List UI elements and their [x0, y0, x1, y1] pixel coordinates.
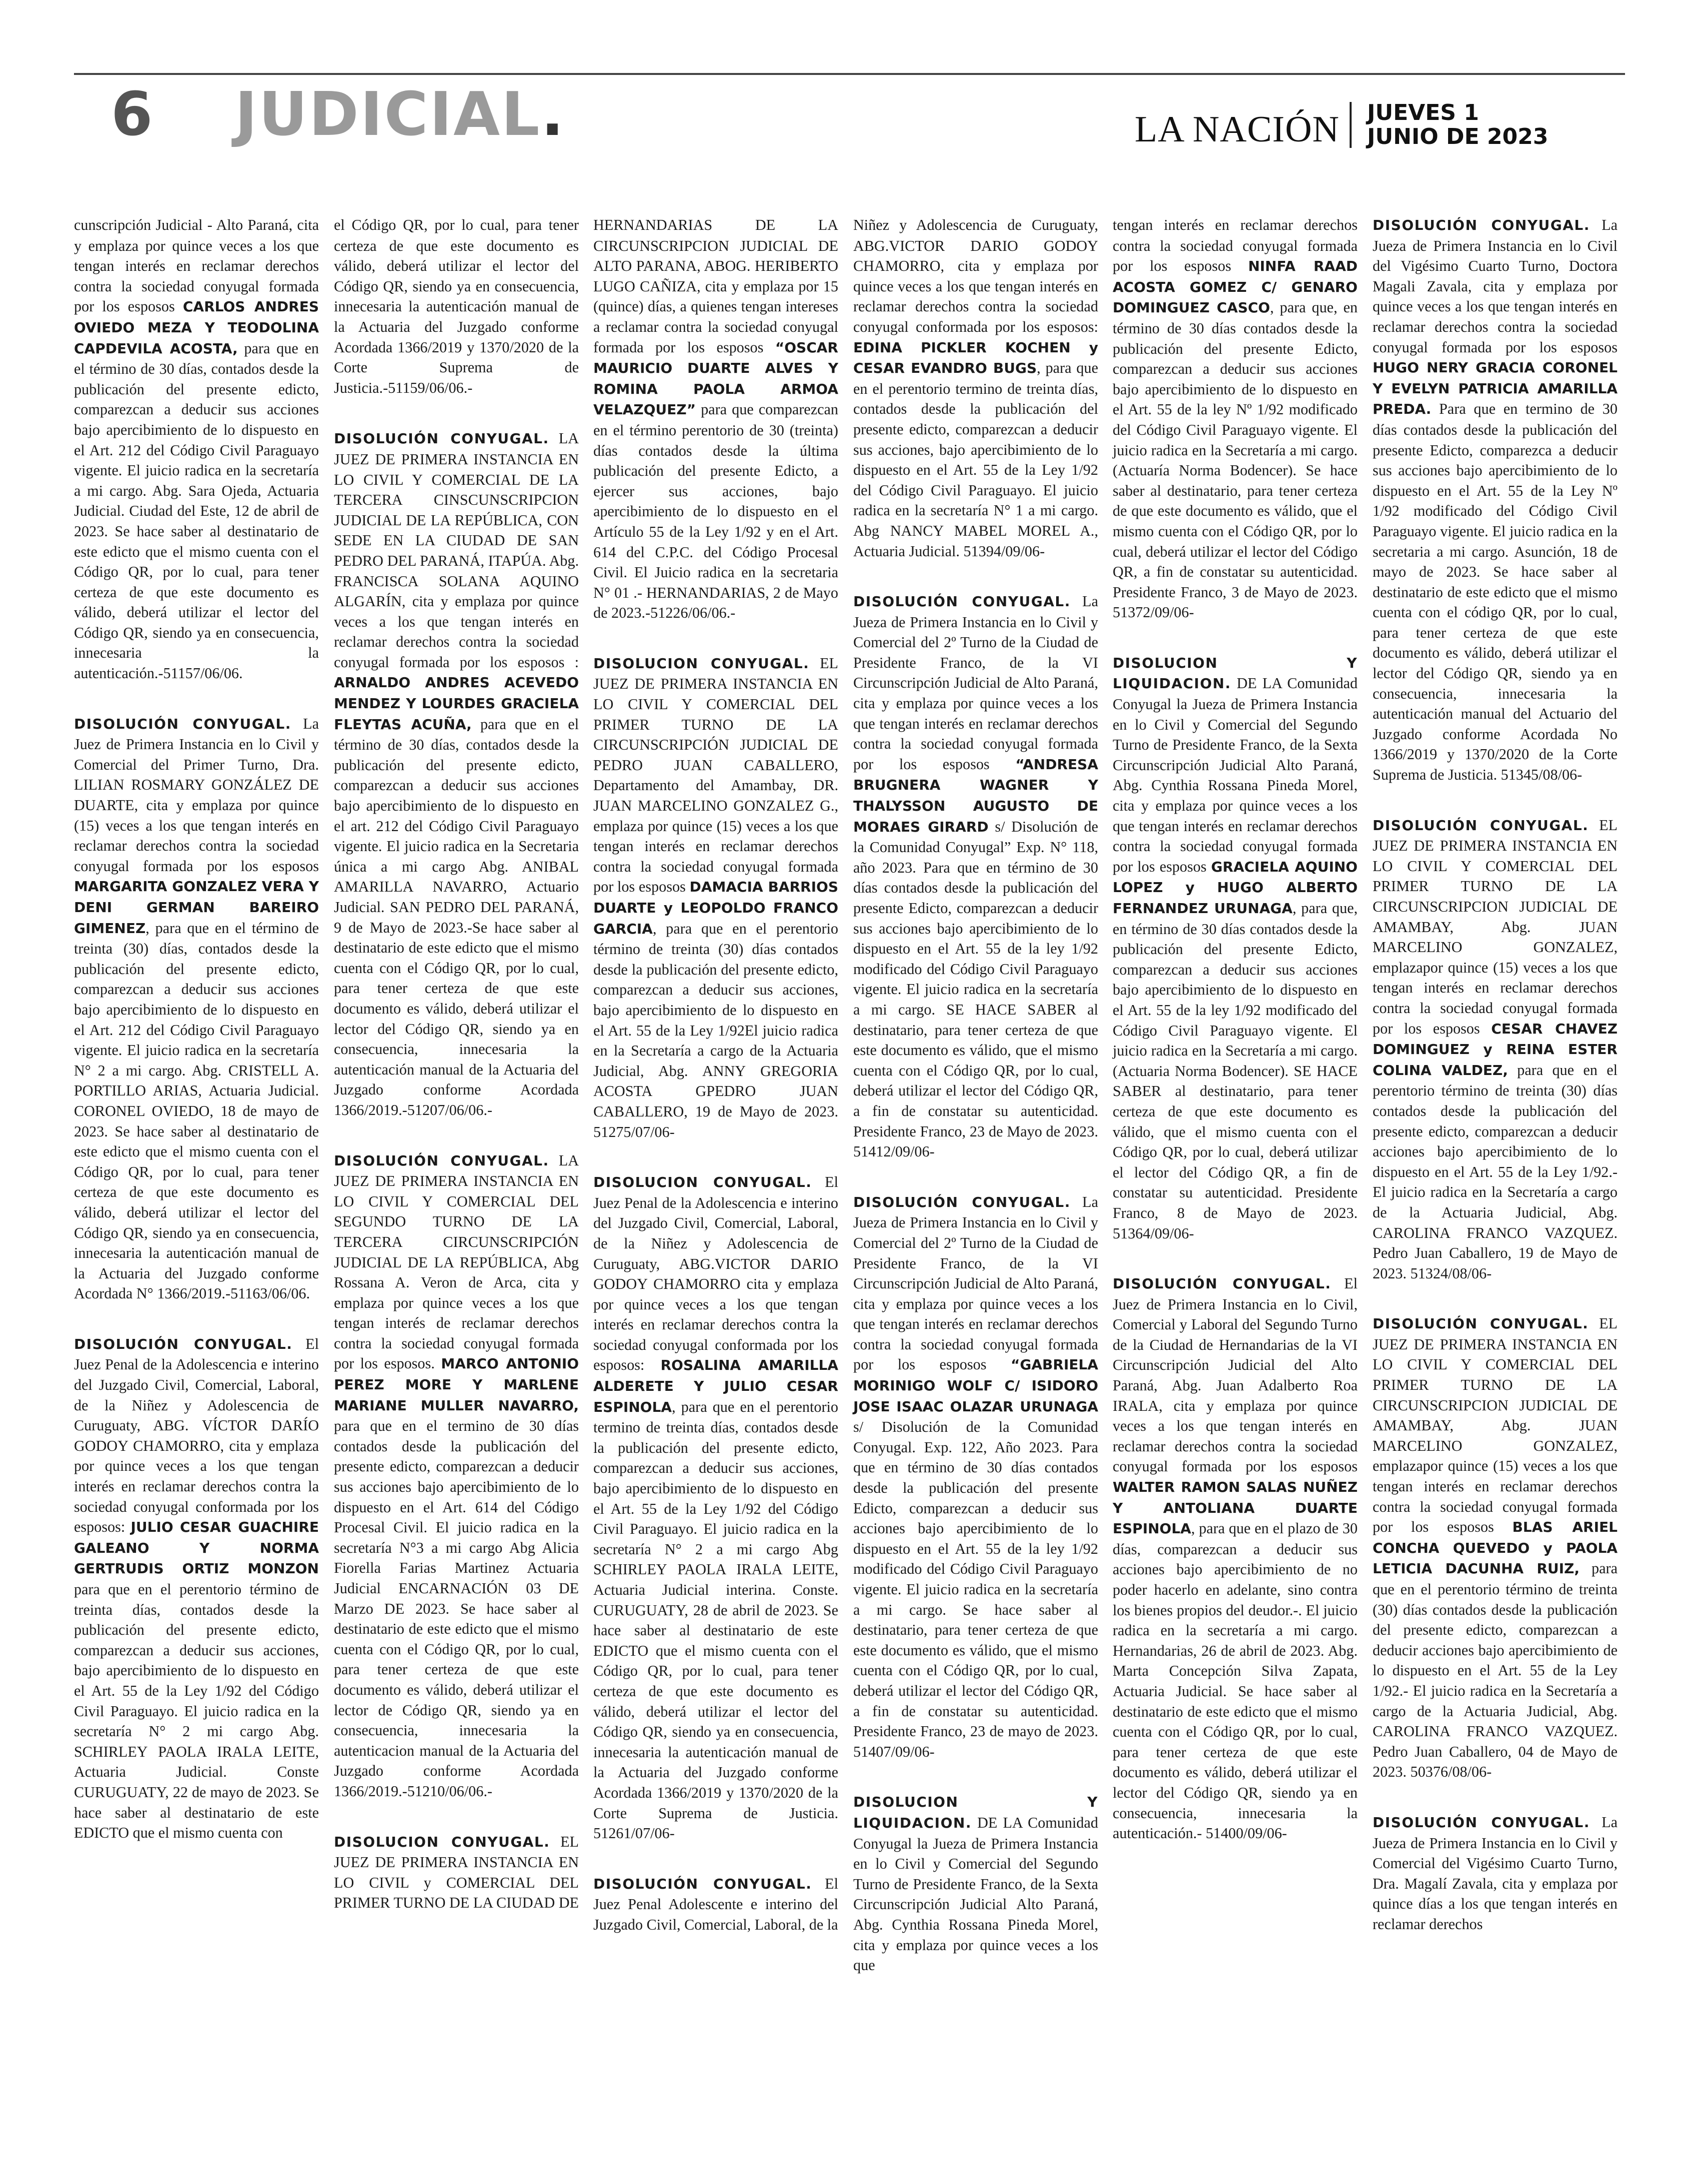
notice-names: GRACIELA AQUINO LOPEZ y HUGO ALBERTO FERNANDEZ URUNAGA: [1113, 858, 1358, 917]
page-number: 6: [111, 80, 153, 149]
notice-text: LA JUEZ DE PRIMERA INSTANCIA EN LO CIVIL Y COMERCIAL DE LA TERCERA CINSCUNSCRIPCION JUDICIAL DE LA REPÚBLICA, CON SEDE EN LA CIUDAD DE SAN PEDRO DEL PARANÁ, ITAPÚA. Abg. FRANCISCA SOLANA AQUINO ALGARÍN, cita y emplaza por quince veces a los que tengan interés en reclamar derechos contra la sociedad conyugal formada por los esposos :: [334, 430, 579, 671]
notice-text: EL JUEZ DE PRIMERA INSTANCIA EN LO CIVIL y COMERCIAL DEL PRIMER TURNO DE LA CIUDAD DE: [334, 1833, 579, 1912]
notice-text: DE LA Comunidad Conyugal la Jueza de Primera Instancia en lo Civil y Comercial del Segundo Turno de Presidente Franco, de la Sexta Circunscripción Judicial Alto Paraná, Abg. Cynthia Rossana Pineda Morel, cita y emplaza por quince veces a los que: [853, 1814, 1098, 1974]
notice-names: CESAR CHAVEZ DOMINGUEZ y REINA ESTER COLINA VALDEZ,: [1373, 1020, 1618, 1079]
notice-heading: DISOLUCION Y LIQUIDACION.: [853, 1794, 1098, 1831]
legal-notice: [1113, 215, 1358, 623]
notice-text: La Jueza de Primera Instancia en lo Civil del Vigésimo Cuarto Turno, Doctora Magali Zavala, cita y emplaza por quince veces a los que tengan interés en reclamar derechos contra la sociedad conyugal formada por los esposos: [1373, 216, 1618, 356]
notice-heading: DISOLUCIÓN CONYUGAL.: [1113, 1275, 1332, 1292]
notice-heading: DISOLUCIÓN CONYUGAL.: [334, 430, 549, 447]
notice-names: HUGO NERY GRACIA CORONEL Y EVELYN PATRICIA AMARILLA PREDA.: [1373, 359, 1618, 418]
notice-text: EL JUEZ DE PRIMERA INSTANCIA EN LO CIVIL Y COMERCIAL DEL PRIMER TURNO DE LA CIRCUNSCRIPCIÓN JUDICIAL DE PEDRO JUAN CABALLERO, Departamento del Amambay, DR. JUAN MARCELINO GONZALEZ G., emplaza por quince (15) veces a los que tengan interés en reclamar derechos contra la sociedad conyugal formada por los esposos: [593, 654, 838, 896]
legal-notice: [1373, 1313, 1618, 1782]
notice-names: MARCO ANTONIO PEREZ MORE Y MARLENE MARIANE MULLER NAVARRO,: [334, 1355, 579, 1414]
column-2: [334, 215, 579, 1944]
notice-names: JULIO CESAR GUACHIRE GALEANO Y NORMA GERTRUDIS ORTIZ MONZON: [74, 1519, 319, 1577]
notice-text: El Juez Penal de la Adolescencia e interino del Juzgado Civil, Comercial, Laboral, de la Niñez y Adolescencia de Curuguaty, ABG. VÍCTOR DARÍO GODOY CHAMORRO, cita y emplaza por quince veces a los que tengan interés en reclamar derechos contra la sociedad conyugal conformada por los esposos:: [74, 1335, 319, 1536]
notice-names: DAMACIA BARRIOS DUARTE y LEOPOLDO FRANCO GARCIA: [593, 879, 838, 937]
legal-notice: [593, 1874, 838, 1936]
legal-notice: [334, 428, 579, 1120]
legal-notice: [853, 215, 1098, 561]
notice-heading: DISOLUCION CONYUGAL.: [593, 655, 810, 672]
notice-text-end: , para que en el perentorio termino de treinta días, contados desde la publicación del presente edicto, comparezcan a deducir sus acciones, bajo apercibimiento de lo dispuesto en el Art. 55 de la Ley 1/92 del Código Civil Paraguayo. El juicio radica en la secretaría N° 1 a mi cargo. Abg NANCY MABEL MOREL A., Actuaria Judicial. 51394/09/06-: [853, 359, 1099, 560]
notice-names: BLAS ARIEL CONCHA QUEVEDO y PAOLA LETICIA DACUNHA RUIZ,: [1373, 1519, 1618, 1577]
notice-text: La Jueza de Primera Instancia en lo Civil y Comercial del 2º Turno de la Ciudad de Presidente Franco, de la VI Circunscripción Judicial de Alto Paraná, cita y emplaza por quince veces a los que tengan interés en reclamar derechos contra la sociedad conyugal formada por los esposos: [853, 593, 1099, 773]
legal-notice: [853, 1792, 1098, 1976]
column-5: [1113, 215, 1358, 1874]
notice-text: DE LA Comunidad Conyugal la Jueza de Primera Instancia en lo Civil y Comercial del Segundo Turno de Presidente Franco, de la Sexta Circunscripción Judicial Alto Paraná, Abg. Cynthia Rossana Pineda Morel, cita y emplaza por quince veces a los que tengan interés en reclamar derechos contra la sociedad conyugal formada por los esposos: [1113, 675, 1358, 875]
notice-heading: DISOLUCIÓN CONYUGAL.: [1373, 1315, 1589, 1332]
notice-heading: DISOLUCION Y LIQUIDACION.: [1113, 654, 1358, 692]
notice-names: “ANDRESA BRUGNERA WAGNER Y THALYSSON AUGUSTO DE MORAES GIRARD: [853, 756, 1098, 835]
notice-names: “OSCAR MAURICIO DUARTE ALVES Y ROMINA PAOLA ARMOA VELAZQUEZ”: [593, 339, 838, 418]
notice-heading: DISOLUCION CONYUGAL.: [334, 1833, 550, 1850]
notice-text-end: Para que en termino de 30 días contados desde la publicación del presente Edicto, comparezca a deducir sus acciones bajo apercibimiento de lo dispuesto en el Art. 55 de la Ley Nº 1/92 modificado del Código Civil Paraguayo vigente. El juicio radica en la secretaria a mi cargo. Asunción, 18 de mayo de 2023. Se hace saber al destinatario de este edicto que el mismo cuenta con el código QR, por lo cual, para tener certeza de que este documento es válido, deberá utilizar el lector del Código QR, siendo ya en consecuencia, innecesaria la autenticación manual del Actuario del Juzgado conforme Acordada No 1366/2019 y 1370/2020 de la Corte Suprema de Justicia. 51345/08/06-: [1373, 400, 1618, 784]
issue-month-year: JUNIO DE 2023: [1367, 123, 1549, 149]
notice-text-end: s/ Disolución de la Comunidad Conyugal. Exp. 122, Año 2023. Para que en término de 30 días contados desde la publicación del presente Edicto, comparezcan a deducir sus acciones bajo apercibimiento de lo dispuesto en el Art. 55 de la ley 1/92 modificado del Código Civil Paraguayo vigente. El juicio radica en la secretaría a mi cargo. Se hace saber al destinatario, para tener certeza de que este documento es válido, que el mismo cuenta con el Código QR, por lo cual, deberá utilizar el lector del Código QR, a fin de constatar su autenticidad. Presidente Franco, 23 de mayo de 2023. 51407/09/06-: [853, 1418, 1098, 1760]
legal-notice: [334, 1150, 579, 1802]
notice-heading: DISOLUCIÓN CONYUGAL.: [853, 593, 1071, 610]
notice-text: La Jueza de Primera Instancia en lo Civil y Comercial del 2º Turno de la Ciudad de Presidente Franco, de la VI Circunscripción Judicial de Alto Paraná, cita y emplaza por quince veces a los que tengan interés en reclamar derechos contra la sociedad conyugal formada por los esposos: [853, 1193, 1099, 1373]
notice-heading: DISOLUCIÓN CONYUGAL.: [1373, 217, 1590, 233]
notice-names: NINFA RAAD ACOSTA GOMEZ C/ GENARO DOMINGUEZ CASCO: [1113, 258, 1358, 316]
legal-notice: [593, 1172, 838, 1844]
notice-text: cunscripción Judicial - Alto Paraná, cita y emplaza por quince veces a los que tengan interés en reclamar derechos contra la sociedad conyugal formada por los esposos: [74, 216, 319, 315]
notice-text: el Código QR, por lo cual, para tener certeza de que este documento es válido, deberá utilizar el lector del Código QR, siendo ya en consecuencia, innecesaria la autenticación manual de la Actuaria del Juzgado conforme Acordada 1366/2019 y 1370/2020 de la Corte Suprema de Justicia.-51159/06/06.-: [334, 216, 579, 396]
legal-notice: [334, 1832, 579, 1914]
notice-heading: DISOLUCIÓN CONYUGAL.: [593, 1875, 812, 1892]
notice-heading: DISOLUCIÓN CONYUGAL.: [853, 1193, 1071, 1210]
legal-notice: [1113, 653, 1358, 1243]
notice-text-end: , para que, en término de 30 días contados desde la publicación del presente Edicto, comparezcan a deducir sus acciones bajo apercibimiento de lo dispuesto en el Art. 55 de la ley 1/92 modificado del Código Civil Paraguayo vigente. El juicio radica en la Secretaría a mi cargo. (Actuaria Norma Bodencer). SE HACE SABER al destinatario, para tener certeza de que este documento es válido, que el mismo cuenta con el Código QR, por lo cual, deberá utilizar el lector del Código QR, a fin de constatar su autenticidad. Presidente Franco, 8 de Mayo de 2023. 51364/09/06-: [1113, 900, 1358, 1242]
section-dot: .: [541, 80, 565, 149]
notice-text: Niñez y Adolescencia de Curuguaty, ABG.VICTOR DARIO GODOY CHAMORRO, cita y emplaza por quince veces a los que tengan interés en reclamar derechos contra la sociedad conyugal conformada por los esposos:: [853, 216, 1098, 335]
notice-text: HERNANDARIAS DE LA CIRCUNSCRIPCION JUDICIAL DE ALTO PARANA, ABOG. HERIBERTO LUGO CAÑIZA, cita y emplaza por 15 (quince) días, a quienes tengan intereses a reclamar contra la sociedad conyugal formada por los esposos: [593, 216, 838, 356]
notice-text-end: para que en el perentorio término de treinta días, contados desde la publicación del presente edicto, comparezcan a deducir sus acciones, bajo apercibimiento de lo dispuesto en el Art. 55 de la Ley 1/92 del Código Civil Paraguayo. El juicio radica en la secretaría N° 2 mi cargo Abg. SCHIRLEY PAOLA IRALA LEITE, Actuaria Judicial. Conste CURUGUATY, 22 de mayo de 2023. Se hace saber al destinatario de este EDICTO que el mismo cuenta con: [74, 1581, 319, 1842]
notice-names: ARNALDO ANDRES ACEVEDO MENDEZ Y LOURDES GRACIELA FLEYTAS ACUÑA,: [334, 674, 579, 733]
column-3: [593, 215, 838, 1966]
notice-text-end: para que en el perentorio término de treinta (30) días contados desde la publicación del presente edicto, comparezcan a deducir acciones bajo apercibimiento de lo dispuesto en el Art. 55 de la Ley 1/92.- El juicio radica en la Secretaría a cargo de la Actuaria Judicial, Abg. CAROLINA FRANCO VAZQUEZ. Pedro Juan Caballero, 04 de Mayo de 2023. 50376/08/06-: [1373, 1560, 1618, 1781]
notice-names: MARGARITA GONZALEZ VERA Y DENI GERMAN BAREIRO GIMENEZ: [74, 878, 319, 937]
notice-text: El Juez Penal Adolescente e interino del Juzgado Civil, Comercial, Laboral, de la: [593, 1875, 838, 1933]
notice-names: WALTER RAMON SALAS NUÑEZ Y ANTOLIANA DUARTE ESPINOLA: [1113, 1479, 1358, 1537]
notice-text: EL JUEZ DE PRIMERA INSTANCIA EN LO CIVIL Y COMERCIAL DEL PRIMER TURNO DE LA CIRCUNSCRIPCION JUDICIAL DE AMAMBAY, Abg. JUAN MARCELINO GONZALEZ, emplazapor quince (15) veces a los que tengan interés en reclamar derechos contra la sociedad conyugal formada por los esposos: [1373, 1315, 1618, 1536]
column-6: [1373, 215, 1618, 1965]
notice-heading: DISOLUCIÓN CONYUGAL.: [1373, 1814, 1590, 1831]
legal-notice: [853, 1192, 1098, 1762]
notice-names: ROSALINA AMARILLA ALDERETE Y JULIO CESAR ESPINOLA: [593, 1357, 838, 1415]
newspaper-logo: LA NACIÓN: [1135, 109, 1340, 150]
notice-text: El Juez de Primera Instancia en lo Civil, Comercial y Laboral del Segundo Turno de la Ciudad de Hernandarias de la VI Circunscripción Judicial del Alto Paraná, Abg. Juan Adalberto Roa IRALA, cita y emplaza por quince veces a los que tengan interés en reclamar derechos contra la sociedad conyugal formada por los esposos: [1113, 1275, 1358, 1475]
notice-text-end: para que en el termino de 30 días contados desde la publicación del presente edicto, comparezcan a deducir sus acciones bajo apercibimiento de lo dispuesto en el Art. 614 del Código Procesal Civil. El juicio radica en la secretaría N°3 a mi cargo Abg Alicia Fiorella Farias Martinez Actuaria Judicial ENCARNACIÓN 03 DE Marzo DE 2023. Se hace saber al destinatario de este edicto que el mismo cuenta con el Código QR, por lo cual, para tener certeza de que este documento es válido, deberá utilizar el lector de Código QR, siendo ya en consecuencia, innecesaria la autenticacion manual de la Actuaria del Juzgado conforme Acordada 1366/2019.-51210/06/06.-: [334, 1417, 579, 1800]
legal-notice: [1373, 815, 1618, 1284]
legal-notice: [853, 591, 1098, 1162]
notice-heading: DISOLUCIÓN CONYUGAL.: [334, 1152, 549, 1169]
notice-text: EL JUEZ DE PRIMERA INSTANCIA EN LO CIVIL Y COMERCIAL DEL PRIMER TURNO DE LA CIRCUNSCRIPCION JUDICIAL DE AMAMBAY, Abg. JUAN MARCELINO GONZALEZ, emplazapor quince (15) veces a los que tengan interés en reclamar derechos contra la sociedad conyugal formada por los esposos: [1373, 816, 1618, 1037]
header-divider: [1350, 102, 1352, 148]
legal-notice: [1113, 1273, 1358, 1844]
notice-text-end: , para que en el plazo de 30 días, comparezcan a deducir sus acciones bajo apercibimiento de no poder hacerlo en adelante, sino contra los bienes propios del deudor.-. El juicio radica en la secretaría a mi cargo. Hernandarias, 26 de abril de 2023. Abg. Marta Concepción Silva Zapata, Actuaria Judicial. Se hace saber al destinatario de este edicto que el mismo cuenta con el Código QR, por lo cual, para tener certeza de que este documento es válido, deberá utilizar el lector del Código QR, siendo ya en consecuencia, innecesaria la autenticación.- 51400/09/06-: [1113, 1520, 1358, 1842]
notice-text-end: , para que en el término de treinta (30) días, contados desde la publicación del presente edicto, comparezcan a deducir sus acciones bajo apercibimiento de lo dispuesto en el Art. 212 del Código Civil Paraguayo vigente. El juicio radica en la secretaría N° 2 a mi cargo. Abg. CRISTELL A. PORTILLO ARIAS, Actuaria Judicial. CORONEL OVIEDO, 18 de mayo de 2023. Se hace saber al destinatario de este edicto que el mismo cuenta con el Código QR, por lo cual, para tener certeza de que este documento es válido, deberá utilizar el lector del Código QR, siendo ya en consecuencia, innecesaria la autenticación manual de la Actuaria del Juzgado conforme Acordada N° 1366/2019.-51163/06/06.: [74, 919, 319, 1302]
header-rule: [74, 73, 1625, 75]
legal-notice: [1373, 1812, 1618, 1935]
notice-text: tengan interés en reclamar derechos contra la sociedad conyugal formada por los esposos: [1113, 216, 1358, 275]
section-title: [235, 80, 565, 149]
notice-text-end: para que en el término de 30 días, contados desde la publicación del presente edicto, comparezcan a deducir sus acciones bajo apercibimiento de lo dispuesto en el art. 212 del Código Civil Paraguayo vigente. El juicio radica en la Secretaria única a mi cargo Abg. ANIBAL AMARILLA NAVARRO, Actuario Judicial. SAN PEDRO DEL PARANÁ, 9 de Mayo de 2023.-Se hace saber al destinatario de este edicto que el mismo cuenta con el Código QR, por lo cual, para tener certeza de que este documento es válido, deberá utilizar el lector del Código QR, siendo ya en consecuencia, innecesaria la autenticación manual de la Actuaria del Juzgado conforme Acordada 1366/2019.-51207/06/06.-: [334, 715, 579, 1118]
notice-heading: DISOLUCIÓN CONYUGAL.: [74, 1335, 293, 1352]
notice-text-end: para que en el perentorio término de treinta (30) días contados desde la publicación del presente edicto, comparezcan a deducir acciones bajo apercibimiento de lo dispuesto en el Art. 55 de la Ley 1/92.- El juicio radica en la Secretaría a cargo de la Actuaria Judicial, Abg. CAROLINA FRANCO VAZQUEZ. Pedro Juan Caballero, 19 de Mayo de 2023. 51324/08/06-: [1373, 1061, 1618, 1282]
notice-heading: DISOLUCIÓN CONYUGAL.: [1373, 817, 1589, 834]
notice-text: La Juez de Primera Instancia en lo Civil y Comercial del Primer Turno, Dra. LILIAN ROSMARY GONZÁLEZ DE DUARTE, cita y emplaza por quince (15) veces a los que tengan interés en reclamar derechos contra la sociedad conyugal formada por los esposos: [74, 715, 319, 875]
notice-names: EDINA PICKLER KOCHEN y CESAR EVANDRO BUGS: [853, 339, 1098, 377]
legal-notice: [74, 215, 319, 684]
notice-text-end: para que en el término de 30 días, contados desde la publicación del presente edicto, comparezcan a deducir sus acciones bajo apercibimiento de lo dispuesto en el Art. 212 del Código Civil Paraguayo vigente. El juicio radica en la secretaría a mi cargo. Abg. Sara Ojeda, Actuaria Judicial. Ciudad del Este, 12 de abril de 2023. Se hace saber al destinatario de este edicto que el mismo cuenta con el Código QR, por lo cual, para tener certeza de que este documento es válido, deberá utilizar el lector del Código QR, siendo ya en consecuencia, innecesaria la autenticación.-51157/06/06.: [74, 339, 319, 682]
legal-notice: [334, 215, 579, 398]
issue-date: [1367, 101, 1548, 148]
notice-names: “GABRIELA MORINIGO WOLF C/ ISIDORO JOSE ISAAC OLAZAR URUNAGA: [853, 1356, 1098, 1415]
notice-text: LA JUEZ DE PRIMERA INSTANCIA EN LO CIVIL Y COMERCIAL DEL SEGUNDO TURNO DE LA TERCERA CIRCUNSCRIPCIÓN JUDICIAL DE LA REPÚBLICA, Abg Rossana A. Veron de Arca, cita y emplaza por quince veces a los que tengan interés de reclamar derechos contra la sociedad conyugal formada por los esposos.: [334, 1151, 579, 1372]
column-1: [74, 215, 319, 1873]
legal-notice: [593, 653, 838, 1142]
legal-notice: [74, 714, 319, 1304]
notice-names: CARLOS ANDRES OVIEDO MEZA Y TEODOLINA CAPDEVILA ACOSTA,: [74, 298, 319, 357]
notice-heading: DISOLUCION CONYUGAL.: [593, 1174, 812, 1191]
notice-text-end: , para que en el perentorio termino de treinta días, contados desde la publicación del presente edicto, comparezcan a deducir sus acciones, bajo apercibimiento de lo dispuesto en el Art. 55 de la Ley 1/92 del Código Civil Paraguayo. El juicio radica en la secretaría N° 2 a mi cargo Abg SCHIRLEY PAOLA IRALA LEITE, Actuaria Judicial interina. Conste. CURUGUATY, 28 de abril de 2023. Se hace saber al destinatario de este EDICTO que el mismo cuenta con el Código QR, por lo cual, para tener certeza de que este documento es válido, deberá utilizar el lector del Código QR, siendo ya en consecuencia, innecesaria la autenticación manual de la Actuaria del Juzgado conforme Acordada 1366/2019 y 1370/2020 de la Corte Suprema de Justicia. 51261/07/06-: [593, 1398, 838, 1842]
legal-notice: [74, 1334, 319, 1843]
column-4: [853, 215, 1098, 2006]
issue-day: JUEVES 1: [1367, 100, 1479, 125]
notice-text: El Juez Penal de la Adolescencia e interino del Juzgado Civil, Comercial, Laboral, de la Niñez y Adolescencia de Curuguaty, ABG.VICTOR DARIO GODOY CHAMORRO cita y emplaza por quince veces a los que tengan interés en reclamar derechos contra la sociedad conyugal conformada por los esposos:: [593, 1173, 838, 1374]
legal-notice: [593, 215, 838, 623]
notice-text-end: para que comparezcan en el término perentorio de 30 (treinta) días contados desde la última publicación del presente Edicto, a ejercer sus acciones, bajo apercibimiento de lo dispuesto en el Artículo 55 de la Ley 1/92 y en el Art. 614 del C.P.C. del Código Procesal Civil. El Juicio radica en la secretaria N° 01 .- HERNANDARIAS, 2 de Mayo de 2023.-51226/06/06.-: [593, 401, 838, 622]
notice-heading: DISOLUCIÓN CONYUGAL.: [74, 715, 291, 732]
legal-notice: [1373, 215, 1618, 785]
notice-text-end: s/ Disolución de la Comunidad Conyugal” Exp. N° 118, año 2023. Para que en término de 30 días contados desde la publicación del presente Edicto, comparezcan a deducir sus acciones bajo apercibimiento de lo dispuesto en el Art. 55 de la ley 1/92 modificado del Código Civil Paraguayo vigente. El juicio radica en la secretaría a mi cargo. SE HACE SABER al destinatario, para tener certeza de que este documento es válido, que el mismo cuenta con el Código QR, por lo cual, deberá utilizar el lector del Código QR, a fin de constatar su autenticidad. Presidente Franco, 23 de Mayo de 2023. 51412/09/06-: [853, 818, 1098, 1160]
section-name: JUDICIAL: [235, 80, 541, 149]
notice-text-end: , para que en el perentorio término de treinta (30) días contados desde la publicación del presente edicto, comparezcan a deducir sus acciones, bajo apercibimiento de lo dispuesto en el Art. 55 de la Ley 1/92El juicio radica en la Secretaría a cargo de la Actuaria Judicial, Abg. ANNY GREGORIA ACOSTA GPEDRO JUAN CABALLERO, 19 de Mayo de 2023. 51275/07/06-: [593, 920, 838, 1140]
notice-text-end: , para que, en término de 30 días contados desde la publicación del presente Edicto, comparezcan a deducir sus acciones bajo apercibimiento de lo dispuesto en el Art. 55 de la ley Nº 1/92 modificado del Código Civil Paraguayo vigente. El juicio radica en la Secretaría a mi cargo. (Actuaría Norma Bodencer). Se hace saber al destinatario, para tener certeza de que este documento es válido, que el mismo cuenta con el Código QR, por lo cual, deberá utilizar el lector del Código QR, a fin de constatar su autenticidad. Presidente Franco, 3 de Mayo de 2023. 51372/09/06-: [1113, 299, 1358, 621]
notice-text: La Jueza de Primera Instancia en lo Civil y Comercial del Vigésimo Cuarto Turno, Dra. Magalí Zavala, cita y emplaza por quince días a los que tengan interés en reclamar derechos: [1373, 1813, 1618, 1933]
